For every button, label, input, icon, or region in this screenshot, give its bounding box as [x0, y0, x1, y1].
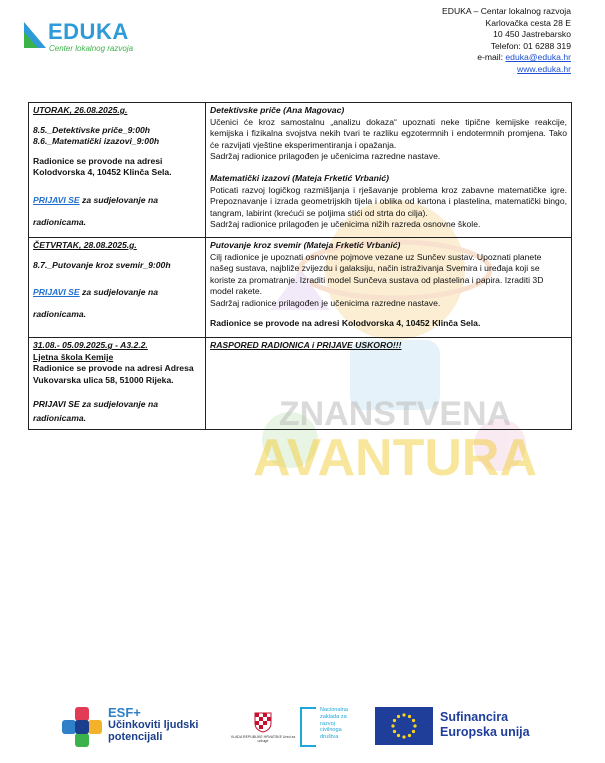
org-email-line	[442, 52, 571, 64]
nzc-line: Nacionalna	[320, 707, 348, 713]
esf-label: ESF+	[108, 705, 141, 720]
nzc-bracket-icon	[300, 707, 316, 747]
eu-star-icon	[402, 735, 405, 738]
org-name: EDUKA – Centar lokalnog razvoja	[442, 6, 571, 16]
table-row	[29, 338, 572, 429]
workshop-note: Sadržaj radionice prilagođen je učenicima razredne nastave.	[210, 151, 441, 162]
row1-session-2: 8.6._Matematički izazovi_9:00h	[33, 136, 160, 147]
eu-line2: Europska unija	[440, 725, 530, 739]
table-row	[29, 103, 572, 238]
workshop-note: Sadržaj radionice prilagođen je učenicima razredne nastave.	[210, 297, 441, 308]
workshop-title: Matematički izazovi (Mateja Frketić Vrbanić)	[210, 172, 389, 183]
nzc-logo	[300, 705, 370, 749]
row2-register-link[interactable]: PRIJAVI SE	[33, 287, 80, 298]
logo-subtitle: Center lokalnog razvoja	[49, 44, 134, 53]
eu-star-icon	[408, 734, 411, 737]
nzc-line: razvoj	[320, 720, 335, 727]
watermark-line2: AVANTURA	[252, 429, 538, 487]
table-row	[29, 237, 572, 337]
row1-right-cell	[206, 103, 572, 238]
row2-left-cell	[29, 237, 206, 337]
eu-star-icon	[412, 719, 415, 722]
email-label: e-mail:	[477, 52, 506, 62]
eu-star-icon	[412, 730, 415, 733]
eu-star-icon	[413, 724, 416, 727]
org-street: Karlovačka cesta 28 E	[485, 17, 571, 28]
logo-text: EDUKA	[48, 19, 129, 44]
eu-star-icon	[408, 715, 411, 718]
logo-triangle-green-icon	[24, 32, 38, 48]
workshop-description: Cilj radionice je upoznati osnovne pojmove vezane uz Sunčev sustav. Upoznati planete našeg sustava, najbliže zvijezdu i galaksiju, način istraživanja Svemira i uređaja koji se koriste za promatranje. Izraditi model Sunčeva sustava od plastelina i papira. Izraditi 3D model rakete.	[210, 251, 544, 297]
row3-right-cell	[206, 338, 572, 429]
workshop-description: Učenici će kroz samostalnu „analizu dokaza“ upoznati neke tipične kemijske reakcije, kemijska i fizikalna svojstva nekih tvari te razliku egzotermnih i endotermnih promjena. Tako će razvijati vještine eksperimentiranja i opažanja.	[210, 116, 567, 150]
workshop-note: Sadržaj radionice prilagođen je učenicima nižih razreda osnovne škole.	[210, 219, 481, 230]
row3-announcement: RASPORED RADIONICA i PRIJAVE USKORO!!!	[210, 340, 402, 351]
org-phone: Telefon: 01 6288 319	[490, 40, 571, 51]
workshop-description: Poticati razvoj logičkog razmišljanja i rješavanje problema kroz zabavne matematičke igre. Prepoznavanje i izrada geometrijskih tijela i oblika od kartona i plastelina, matematički bingo, tangram, labirint (krećući se poljima stići od strta do cilja).	[210, 184, 567, 218]
footer-logos	[60, 705, 580, 749]
nzc-line: civilnoga	[320, 727, 342, 734]
eu-star-icon	[393, 730, 396, 733]
nzc-text	[320, 707, 348, 741]
eu-star-icon	[393, 719, 396, 722]
esf-line1: Učinkoviti ljudski	[108, 719, 199, 731]
eu-line1: Sufinancira	[440, 710, 509, 724]
esf-text	[108, 707, 198, 743]
esf-line2: potencijali	[108, 731, 163, 743]
org-website-line	[442, 64, 571, 76]
croatian-coat-of-arms-icon	[250, 711, 276, 733]
eu-star-icon	[402, 713, 405, 716]
workshop-title: Putovanje kroz svemir (Mateja Frketić Vrbanić)	[210, 239, 401, 250]
eu-star-icon	[397, 734, 400, 737]
row1-register	[33, 189, 201, 233]
programme-table	[28, 102, 572, 430]
workshop-title: Detektivske priče (Ana Magovac)	[210, 105, 345, 115]
nzc-line: društva	[320, 734, 339, 741]
row3-subtitle: Ljetna škola Kemije	[33, 351, 114, 362]
row1-register-text: za sudjelovanje na radionicama.	[33, 194, 158, 227]
org-city: 10 450 Jastrebarsko	[493, 29, 571, 39]
row2-date: ČETVRTAK, 28.08.2025.g.	[33, 239, 137, 250]
row1-session-1: 8.5._Detektivske priče_9:00h	[33, 124, 151, 135]
gov-caption: VLADA REPUBLIKE HRVATSKE Ured za udruge	[230, 735, 296, 743]
workshop-location: Radionice se provode na adresi Kolodvorska 4, 10452 Klinča Sela.	[210, 317, 481, 328]
row1-left-cell	[29, 103, 206, 238]
eu-flag-icon	[375, 707, 433, 745]
organisation-contact	[442, 6, 571, 75]
row2-register	[33, 281, 201, 325]
email-link[interactable]: eduka@eduka.hr	[505, 52, 571, 62]
row1-register-link[interactable]: PRIJAVI SE	[33, 194, 80, 205]
eduka-logo	[24, 20, 134, 54]
row3-register: PRIJAVI SE za sudjelovanje na radionicama.	[33, 398, 158, 423]
esf-plus-icon	[60, 705, 104, 749]
row2-register-text: za sudjelovanje na radionicama.	[33, 287, 158, 320]
eu-text	[440, 710, 530, 740]
website-link[interactable]: www.eduka.hr	[517, 63, 571, 74]
nzc-line: zaklada za	[320, 713, 347, 720]
row3-left-cell	[29, 338, 206, 429]
row3-location: Radionice se provode na adresi Adresa Vukovarska ulica 58, 51000 Rijeka.	[33, 363, 194, 385]
row2-right-cell	[206, 237, 572, 337]
row2-session-1: 8.7._Putovanje kroz svemir_9:00h	[33, 259, 171, 270]
row1-date: UTORAK, 26.08.2025.g.	[33, 105, 128, 115]
row3-date: 31.08.- 05.09.2025.g - A3.2.2.	[33, 340, 148, 351]
eu-star-icon	[397, 715, 400, 718]
eu-star-icon	[391, 724, 394, 727]
row1-location: Radionice se provode na adresi Kolodvorska 4, 10452 Klinča Sela.	[33, 155, 172, 178]
watermark-line1: ZNANSTVENA	[278, 395, 512, 433]
